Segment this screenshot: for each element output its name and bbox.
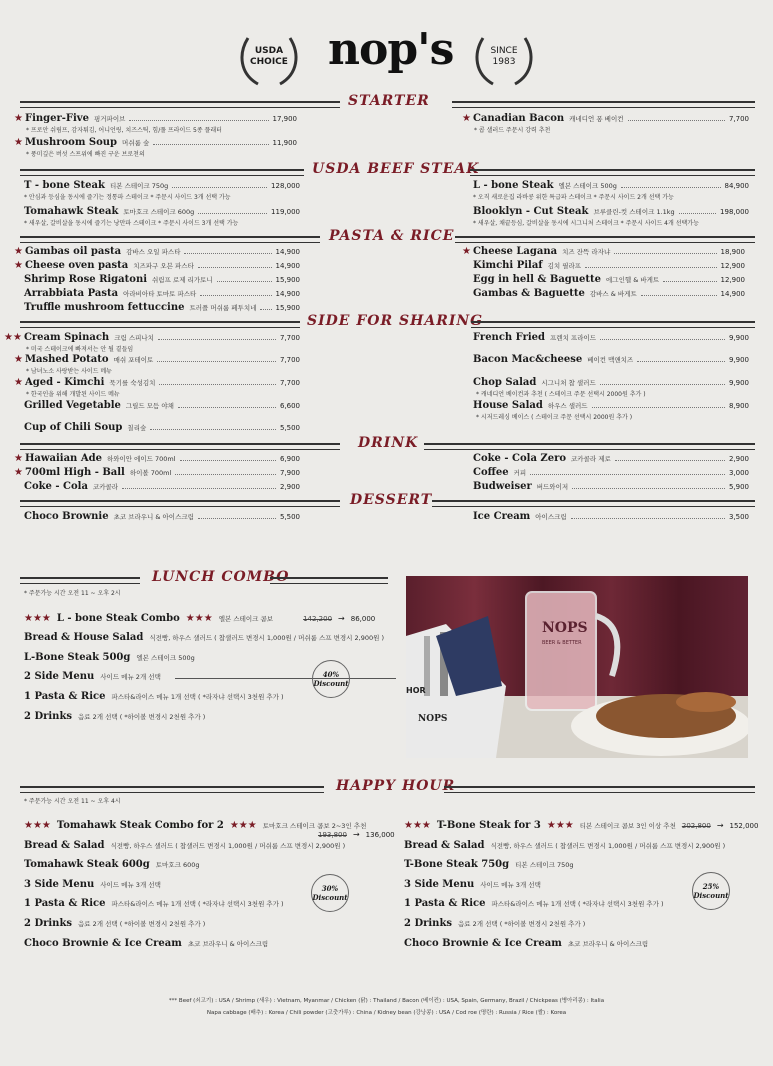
combo-title: ★★★ Tomahawk Steak Combo for 2 ★★★ 토마호크 스테이크 콤보 2~3인 추천: [24, 820, 367, 831]
menu-item: T - bone Steak 티본 스테이크 750g 128,000: [24, 180, 300, 191]
menu-item: ★ Cheese Lagana 치즈 잔뜩 라자냐 18,900: [462, 246, 745, 257]
menu-item: Ice Cream 아이스크림 3,500: [473, 511, 749, 522]
section-title: USDA BEEF STEAK: [312, 161, 480, 177]
menu-item: Cup of Chili Soup 칠리숲 5,500: [24, 422, 300, 433]
menu-item: ★ Mashed Potato 매쉬 포테이토 7,700: [14, 354, 300, 365]
section-steak: [20, 161, 755, 180]
brand-logo: nop's: [328, 24, 454, 75]
menu-item: ★ Canadian Bacon 캐네디언 퐁 베이컨 7,700: [462, 113, 749, 124]
combo-line: T-Bone Steak 750g 티본 스테이크 750g: [404, 859, 574, 870]
menu-item: ★ Aged - Kimchi 묵기를 숙성김치 7,700: [14, 377, 300, 388]
combo-line: L-Bone Steak 500g 엘본 스테이크 500g: [24, 652, 195, 663]
section-side: [20, 313, 755, 332]
origin-footer-line: *** Beef (쇠고기) : USA / Shrimp (새우) : Vietnam, Myanmar / Chicken (닭) : Thailand / Bacon (베이컨) : USA, Spain, Germany, Brazil / Chickpeas (병아리콩) : Italia: [168, 998, 605, 1004]
combo-line: 3 Side Menu 사이드 메뉴 3개 선택: [404, 879, 541, 890]
combo-line: Bread & House Salad 식전빵, 하우스 샐러드 ( 찹샐러드 변경시 1,000원 / 머쉬룸 스프 변경시 2,900원 ): [24, 632, 384, 643]
section-dessert: [20, 492, 755, 511]
menu-item: Egg in hell & Baguette 에그인헬 & 바게트 12,900: [473, 274, 745, 285]
photo-scene: [406, 576, 748, 758]
combo-line: Tomahawk Steak 600g 토마호크 600g: [24, 859, 200, 870]
menu-item: ★ Gambas oil pasta 감바스 오일 파스타 14,900: [14, 246, 300, 257]
section-title: SIDE FOR SHARING: [307, 313, 484, 329]
menu-item: ★ Finger-Five 핑거파이브 17,900: [14, 113, 297, 124]
combo-line: 1 Pasta & Rice 파스타&라이스 메뉴 1개 선택 ( *라자냐 선택시 3천원 추가 ): [24, 691, 284, 702]
food-photo: [406, 576, 748, 758]
glass-logo: NOPS: [542, 620, 588, 636]
menu-item: Kimchi Pilaf 김치 필라프 12,900: [473, 260, 745, 271]
menu-item: Budweiser 버드와이저 5,900: [473, 481, 749, 492]
menu-item: French Fried 프렌치 프라이드 9,900: [473, 332, 749, 343]
item-note: * 풍미깊은 버섯 스프위에 빠진 구운 브로천의: [26, 151, 145, 158]
menu-item: ★ Mushroom Soup 머쉬룸 숲 11,900: [14, 137, 297, 148]
menu-item: Choco Brownie 초코 브라우니 & 아이스크림 5,500: [24, 511, 300, 522]
section-title: DESSERT: [350, 492, 433, 508]
menu-item: Truffle mushroom fettuccine 트러플 머쉬룸 페투치네 15,900: [24, 302, 300, 313]
origin-footer-line: Napa cabbage (배추) : Korea / Chili powder (고춧가루) : China / Kidney bean (강낭콩) : USA / Cod roe (명란) : Russia / Rice (쌀) : Korea: [206, 1010, 567, 1016]
combo-title: ★★★ L - bone Steak Combo ★★★ 엘본 스테이크 콤보 142,200 → 86,000: [24, 613, 376, 624]
menu-item: Gambas & Baguette 감바스 & 바게트 14,900: [473, 288, 745, 299]
section-title: LUNCH COMBO: [152, 569, 290, 585]
badge-text: USDA: [254, 46, 284, 56]
item-note: * 새우살, 채끝등심, 갈비살을 동시에 시그니처 스테이크 * 주문시 사이드 4개 선택가능: [473, 220, 699, 227]
section-happy: [20, 778, 755, 797]
item-note: * 새우살, 갈비살을 동시에 즐기는 낭만파 스테이크 * 주문시 사이드 3개 선택 가능: [24, 220, 239, 227]
happy-time: * 주문가능 시간 오전 11 ~ 오후 4시: [24, 798, 121, 805]
combo-line: Bread & Salad 식전빵, 하우스 샐러드 ( 찹샐러드 변경시 1,000원 / 머쉬룸 스프 변경시 2,900원 ): [404, 840, 726, 851]
combo-price: 193,800 → 136,000: [318, 830, 395, 839]
menu-item: Bacon Mac&cheese 베이컨 맥앤치즈 9,900: [473, 354, 749, 365]
menu-item: Shrimp Rose Rigatoni 쉬림프 로제 리가토니 15,900: [24, 274, 300, 285]
glass-sub: BEER & BETTER: [542, 640, 582, 646]
menu-item: Coffee 커피 3,000: [473, 467, 749, 478]
menu-item: Chop Salad 시그니처 찹 샐러드 9,900: [473, 377, 749, 388]
item-note: * 남녀노소 사랑받는 사이드 메뉴: [26, 368, 112, 375]
discount-badge: 30% Discount: [311, 874, 349, 912]
badge-text: SINCE: [490, 46, 518, 56]
section-lunch: [20, 569, 388, 588]
combo-line: 2 Drinks 음료 2개 선택 ( *하이볼 변경시 2천원 추가 ): [24, 918, 206, 929]
combo-line: 2 Drinks 음료 2개 선택 ( *하이볼 변경시 2천원 추가 ): [404, 918, 586, 929]
badge-text: 1983: [492, 57, 516, 67]
tray-logo: NOPS: [418, 714, 448, 724]
combo-line: 1 Pasta & Rice 파스타&라이스 메뉴 1개 선택 ( *라자냐 선택시 3천원 추가 ): [24, 898, 284, 909]
menu-item: Grilled Vegetable 그릴드 모듬 야채 6,600: [24, 400, 300, 411]
lunch-time: * 주문가능 시간 오전 11 ~ 오후 2시: [24, 590, 121, 597]
combo-line: Choco Brownie & Ice Cream 초코 브라우니 & 아이스크림: [404, 938, 649, 949]
combo-line: 2 Drinks 음료 2개 선택 ( *하이볼 변경시 2천원 추가 ): [24, 711, 206, 722]
item-note: * 콥 샐러드 주문시 강력 추천: [474, 127, 551, 134]
discount-badge: 25% Discount: [692, 872, 730, 910]
section-title: DRINK: [358, 435, 419, 451]
item-note: * 시저드레싱 베이스 ( 스테이크 주문 선택시 2000원 추가 ): [476, 414, 633, 421]
menu-item: ★ 700ml High - Ball 하이볼 700ml 7,900: [14, 467, 300, 478]
menu-item: House Salad 하우스 샐러드 8,900: [473, 400, 749, 411]
menu-item: Blooklyn - Cut Steak 브루클린-컷 스테이크 1.1kg 198,000: [473, 206, 749, 217]
item-note: * 프로안 쉬림프, 감자튀김, 어니언링, 치즈스틱, 힘/풀 프라이드 5종 플래터: [26, 127, 222, 134]
combo-line: 1 Pasta & Rice 파스타&라이스 메뉴 1개 선택 ( *라자냐 선택시 3천원 추가 ): [404, 898, 664, 909]
item-note: * 미국 스테이크에 빠져서는 안 될 곁들임: [26, 346, 134, 353]
section-title: PASTA & RICE: [329, 228, 455, 244]
combo-line: 3 Side Menu 사이드 메뉴 3개 선택: [24, 879, 161, 890]
menu-item: ★★ Cream Spinach 크림 스피나치 7,700: [4, 332, 300, 343]
section-drink: [20, 435, 755, 454]
discount-badge: 40% Discount: [312, 660, 350, 698]
section-title: STARTER: [348, 93, 430, 109]
item-note: * 안심과 등심을 동시에 즐기는 정통파 스테이크 * 주문시 사이드 3개 선택 가능: [24, 194, 231, 201]
item-note: * 오직 새로운집 라바콩 위한 특급파 스테이크 * 주문시 사이드 2개 선택 가능: [473, 194, 674, 201]
menu-item: ★ Hawaiian Ade 하와이안 에이드 700ml 6,900: [14, 453, 300, 464]
item-note: * 한국인을 위해 개발된 사이드 메뉴: [26, 391, 120, 398]
laurel-left-icon: [236, 24, 302, 90]
section-starter: [20, 93, 755, 112]
combo-line: Bread & Salad 식전빵, 하우스 샐러드 ( 찹샐러드 변경시 1,000원 / 머쉬룸 스프 변경시 2,900원 ): [24, 840, 346, 851]
menu-item: Coke - Cola Zero 코카콜라 제로 2,900: [473, 453, 749, 464]
tray-text: HOR: [406, 686, 426, 695]
laurel-right-icon: [471, 24, 537, 90]
section-title: HAPPY HOUR: [336, 778, 456, 794]
combo-line: Choco Brownie & Ice Cream 초코 브라우니 & 아이스크림: [24, 938, 269, 949]
badge-text: CHOICE: [250, 57, 288, 67]
menu-item: Tomahawk Steak 토마호크 스테이크 600g 119,000: [24, 206, 300, 217]
menu-item: Coke - Cola 코카콜라 2,900: [24, 481, 300, 492]
combo-line: 2 Side Menu 사이드 메뉴 2개 선택: [24, 671, 396, 682]
menu-item: L - bone Steak 엘본 스테이크 500g 84,900: [473, 180, 749, 191]
menu-item: Arrabbiata Pasta 아라비아타 토마토 파스타 14,900: [24, 288, 300, 299]
item-note: * 캐네디언 베이컨과 추천 ( 스테이크 주문 선택시 2000원 추가 ): [476, 391, 646, 398]
menu-item: ★ Cheese oven pasta 치즈파구 오븐 파스타 14,900: [14, 260, 300, 271]
section-pasta: [20, 228, 755, 247]
combo-title: ★★★ T-Bone Steak for 3 ★★★ 티본 스테이크 콤보 3인 이상 추천 202,800 → 152,000: [404, 820, 759, 831]
